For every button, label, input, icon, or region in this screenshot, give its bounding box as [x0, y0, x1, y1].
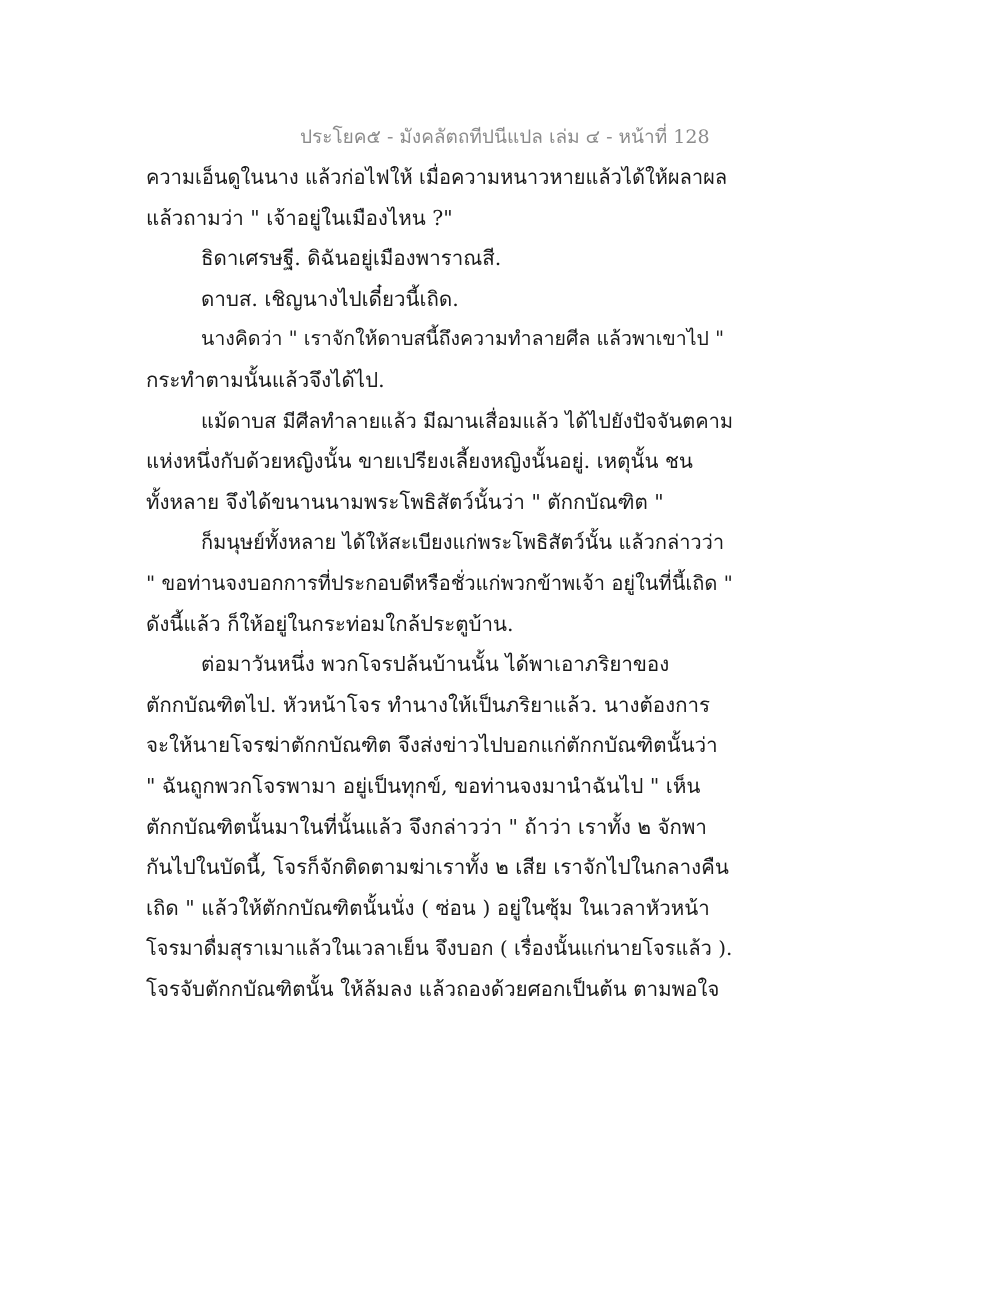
text-line: เถิด " แล้วให้ตักกบัณฑิตนั้นนั่ง ( ซ่อน ) อยู่ในซุ้ม ในเวลาหัวหน้า	[146, 895, 710, 920]
text-line: ดาบส. เชิญนางไปเดี๋ยวนี้เถิด.	[201, 286, 459, 311]
text-line: " ขอท่านจงบอกการที่ประกอบดีหรือชั่วแก่พวกข้าพเจ้า อยู่ในที่นี้เถิด "	[146, 570, 733, 595]
page-header: ประโยค๕ - มังคลัตถทีปนีแปล เล่ม ๔ - หน้าที่ 128	[300, 126, 710, 148]
text-line: ตักกบัณฑิตนั้นมาในที่นั้นแล้ว จึงกล่าวว่า " ถ้าว่า เราทั้ง ๒ จักพา	[146, 814, 707, 839]
text-line: โจรมาดื่มสุราเมาแล้วในเวลาเย็น จึงบอก ( เรื่องนั้นแก่นายโจรแล้ว ).	[146, 936, 733, 961]
text-line: นางคิดว่า " เราจักให้ดาบสนี้ถึงความทำลายศีล แล้วพาเขาไป "	[201, 327, 725, 351]
text-line: จะให้นายโจรฆ่าตักกบัณฑิต จึงส่งข่าวไปบอกแก่ตักกบัณฑิตนั้นว่า	[146, 733, 718, 758]
text-line: ตักกบัณฑิตไป. หัวหน้าโจร ทำนางให้เป็นภริยาแล้ว. นางต้องการ	[146, 692, 711, 717]
text-line: ทั้งหลาย จึงได้ขนานนามพระโพธิสัตว์นั้นว่า " ตักกบัณฑิต "	[146, 489, 664, 514]
text-line: ธิดาเศรษฐี. ดิฉันอยู่เมืองพาราณสี.	[201, 246, 502, 271]
text-line: แห่งหนึ่งกับด้วยหญิงนั้น ขายเปรียงเลี้ยงหญิงนั้นอยู่. เหตุนั้น ชน	[146, 449, 693, 474]
text-line: แล้วถามว่า " เจ้าอยู่ในเมืองไหน ?"	[146, 205, 453, 230]
text-line: กันไปในบัดนี้, โจรก็จักติดตามฆ่าเราทั้ง ๒ เสีย เราจักไปในกลางคืน	[146, 855, 729, 880]
text-line: ความเอ็นดูในนาง แล้วก่อไฟให้ เมื่อความหนาวหายแล้วได้ให้ผลาผล	[146, 165, 728, 189]
text-line: ก็มนุษย์ทั้งหลาย ได้ให้สะเบียงแก่พระโพธิสัตว์นั้น แล้วกล่าวว่า	[201, 530, 725, 555]
body-text	[146, 157, 736, 1009]
text-line: โจรจับตักกบัณฑิตนั้น ให้ล้มลง แล้วถองด้วยศอกเป็นต้น ตามพอใจ	[146, 976, 720, 1001]
text-line: กระทำตามนั้นแล้วจึงได้ไป.	[146, 367, 385, 392]
text-line: ดังนี้แล้ว ก็ให้อยู่ในกระท่อมใกล้ประตูบ้าน.	[146, 611, 514, 636]
text-line: ต่อมาวันหนึ่ง พวกโจรปล้นบ้านนั้น ได้พาเอาภริยาของ	[201, 652, 670, 677]
text-line: แม้ดาบส มีศีลทำลายแล้ว มีฌานเสื่อมแล้ว ได้ไปยังปัจจันตคาม	[201, 408, 734, 433]
text-line: " ฉันถูกพวกโจรพามา อยู่เป็นทุกข์, ขอท่านจงมานำฉันไป " เห็น	[146, 773, 701, 798]
